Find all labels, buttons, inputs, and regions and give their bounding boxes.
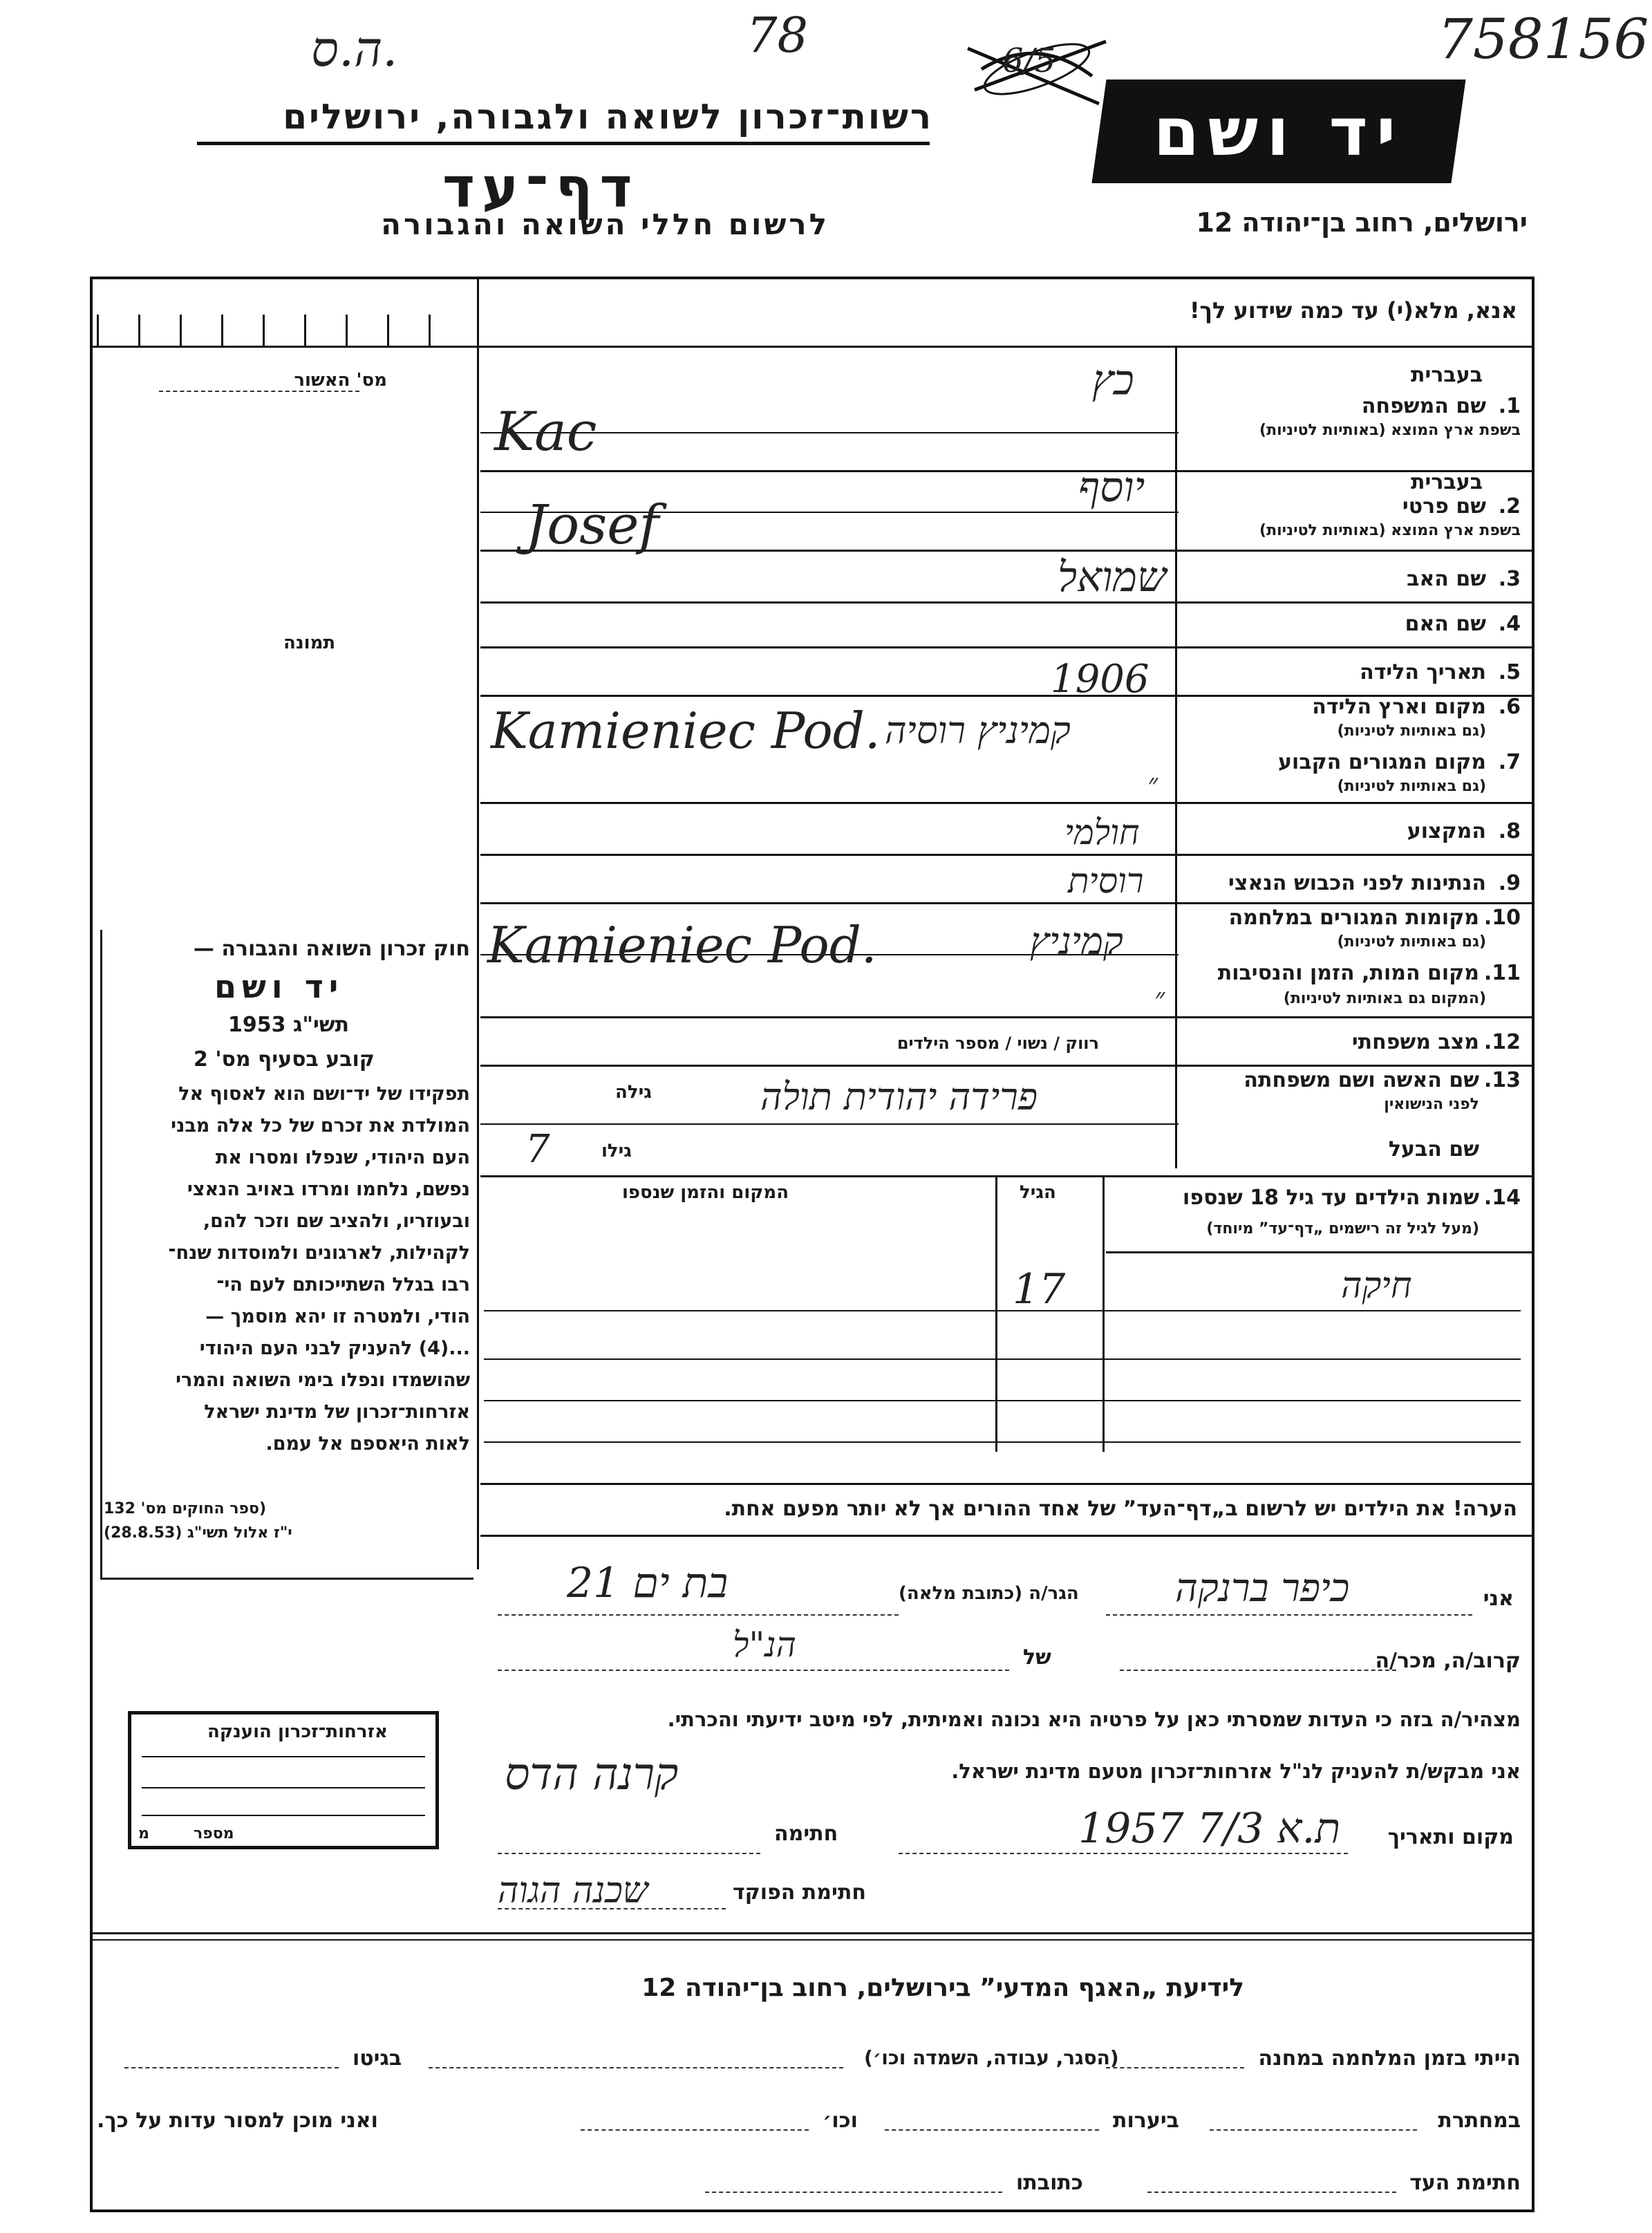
footer-witness-signature-line (1147, 2192, 1396, 2193)
law-line: ...(4) להעניק לבני העם היהודי (199, 1338, 470, 1359)
field-rule (480, 1123, 1179, 1125)
citizenship-number-prefix: מ (138, 1825, 149, 1842)
institution-underline (197, 142, 930, 145)
hebrew-label: בעברית (1411, 470, 1483, 494)
footer-camp-types: (הסגר, עבודה, השמדה וכו׳) (864, 2046, 1119, 2069)
law-line: העם היהודי, שנפלו ומסרו את (215, 1147, 470, 1168)
field-2-number: 2. (1498, 494, 1521, 518)
field-12-number: 12. (1483, 1030, 1521, 1054)
footer-underground-line (1210, 2129, 1417, 2131)
children-row-rule (484, 1441, 1521, 1443)
footer-camp-line (1106, 2067, 1244, 2068)
witness-name-value[interactable]: כיפר ברנקה (1175, 1566, 1350, 1611)
field-13-sub: לפני הנישואין (1384, 1096, 1479, 1113)
field-12-label: מצב משפחתי (1351, 1030, 1479, 1054)
field-13-label: שם האשה ושם משפחתה (1243, 1068, 1479, 1092)
field-10-value-latin[interactable]: Kamieniec Pod. (487, 916, 877, 974)
witness-relation-label: קרוב/ה, מכר/ה (1375, 1649, 1521, 1673)
field-7-value[interactable]: ״ (1147, 768, 1158, 800)
child-1-name[interactable]: חיקה (1341, 1265, 1412, 1307)
children-row-rule (484, 1400, 1521, 1401)
field-7-number: 7. (1498, 750, 1521, 774)
field-3-number: 3. (1498, 567, 1521, 591)
field-5-label: תאריך הלידה (1360, 660, 1486, 684)
law-line: המולדת את זכרם של כל אלה מבני (171, 1115, 470, 1137)
footer-address-line (705, 2192, 1002, 2193)
law-line: רבו בגלל השתייכותם לעם הי־ (216, 1274, 470, 1296)
children-row-rule (484, 1358, 1521, 1360)
footer-underground-label: במחתרת (1438, 2109, 1521, 2133)
field-3-value[interactable]: שמואל (1058, 553, 1167, 601)
law-title: חוק זכרון השואה והגבורה — (193, 937, 470, 961)
footer-ghetto-label: בגיטו (353, 2046, 402, 2071)
law-line: שהושמדו ונפלו בימי השואה והמרי (176, 1370, 470, 1391)
children-number: 14. (1483, 1186, 1521, 1210)
field-10-number: 10. (1483, 906, 1521, 930)
footer-camp-detail-line (429, 2067, 843, 2068)
footer-witness-signature-label: חתימת העד (1409, 2171, 1521, 2195)
field-1-value-latin[interactable]: Kac (494, 401, 597, 463)
witness-of-line (498, 1670, 1009, 1671)
document-number-handwritten: 758156 (1438, 7, 1649, 71)
field-rule (480, 646, 1534, 648)
stamp-scribble (961, 28, 1113, 111)
field-2-value-latin[interactable]: Josef (525, 494, 659, 557)
children-age-column: הגיל (1020, 1182, 1056, 1203)
field-13-number: 13. (1483, 1068, 1521, 1092)
citizenship-box-title: אזרחות־זכרון הוענקה (207, 1721, 388, 1742)
witness-address-value[interactable]: בת ים 21 (567, 1559, 729, 1607)
law-text-block (104, 1078, 470, 1460)
field-rule (480, 1016, 1534, 1018)
law-line: לקהילות, לארגונים ולמוסדות שנח־ (168, 1242, 470, 1264)
child-1-age[interactable]: 17 (1013, 1265, 1066, 1314)
officer-signature-label: חתימת הפוקד (733, 1880, 866, 1905)
field-7-sub: (גם באותיות לטיניות) (1337, 778, 1486, 795)
left-column-border (477, 277, 479, 1569)
husband-label: שם הבעל (1388, 1137, 1479, 1161)
photo-label: תמונה (283, 633, 336, 653)
footer-forest-line (885, 2129, 1099, 2131)
citizenship-line (142, 1815, 425, 1816)
field-11-sub: (המקום גם באותיות לטיניות) (1283, 990, 1486, 1007)
field-8-value[interactable]: חולמי (1064, 812, 1140, 852)
footer-address-label: כתובתו (1016, 2171, 1083, 2195)
footer-camp-label: הייתי בזמן המלחמה במחנה (1258, 2046, 1521, 2071)
law-line: לאות היאספם אל עמם. (265, 1433, 470, 1455)
field-11-number: 11. (1483, 961, 1521, 985)
signature-line (498, 1853, 760, 1854)
note-rule-bottom (480, 1535, 1534, 1537)
law-source-date: י"ז אלול תשי"ג (28.8.53) (104, 1524, 292, 1542)
field-6-sub: (גם באותיות לטיניות) (1337, 722, 1486, 740)
field-label-separator (1175, 346, 1177, 1168)
officer-signature-line (498, 1908, 726, 1909)
field-1-sub: בשפת ארץ המוצא (באותיות לטיניות) (1259, 422, 1521, 439)
footer-etc-label: וכו׳ (823, 2109, 858, 2133)
children-place-column: המקום והזמן שנספו (622, 1182, 789, 1203)
field-rule (480, 601, 1534, 604)
field-rule (480, 902, 1534, 904)
place-date-value[interactable]: ת.א 7/3 1957 (1078, 1804, 1341, 1853)
witness-name-line (1106, 1614, 1472, 1616)
citizenship-line (142, 1756, 425, 1757)
citizenship-number-label: מספר (194, 1825, 234, 1842)
officer-signature-value[interactable]: שכנה הגוה (498, 1870, 648, 1912)
field-11-value[interactable]: ״ (1154, 982, 1165, 1014)
note-text: הערה! את הילדים יש לרשום ב„דף־העד” של אחד ההורים אך לא יותר מפעם אחת. (724, 1497, 1517, 1521)
footer-double-rule (90, 1939, 1534, 1941)
witness-declaration: מצהיר/ה בזה כי העדות שמסרתי כאן על פרטיה היא נכונה ואמיתית, לפי מיטב ידיעתי והכרתי. (667, 1708, 1521, 1731)
field-5-number: 5. (1498, 660, 1521, 684)
witness-of-label: של (1023, 1645, 1051, 1670)
field-1-value-he[interactable]: כץ (1092, 356, 1134, 404)
certificate-number-label: מס' האשור (294, 370, 387, 391)
footer-ready-text: ואני מוכן למסור עדות על כך. (97, 2109, 378, 2133)
children-sub: (מעל לגיל זה רישמים „דף־עד” מיוחד) (1206, 1220, 1479, 1237)
field-8-label: המקצוע (1407, 819, 1486, 843)
law-name: יד ושם (214, 968, 344, 1005)
law-line: הודי, ולמטרה זו יהא מוסמך — (205, 1306, 470, 1327)
field-9-label: הנתינות לפני הכבוש הנאצי (1228, 871, 1486, 895)
place-date-label: מקום ותאריך (1387, 1825, 1514, 1849)
citizenship-line (142, 1787, 425, 1788)
field-2-value-he[interactable]: יוסף (1078, 463, 1145, 512)
law-line: תפקידו של יד־ושם הוא לאסוף אל (178, 1083, 470, 1105)
logo-text: יד ושם (1153, 93, 1405, 171)
instruction-text: אנא, מלא(י) עד כמה שידוע לך! (1189, 297, 1517, 324)
form-subtitle: לרשום חללי השואה והגבורה (381, 207, 829, 241)
law-year: תשי"ג 1953 (228, 1013, 350, 1037)
field-2-label: שם פרטי (1402, 494, 1486, 518)
place-date-line (899, 1853, 1348, 1854)
note-rule-top (480, 1483, 1534, 1485)
field-1-label: שם המשפחה (1361, 394, 1486, 418)
husband-age-value[interactable]: 7 (525, 1127, 550, 1172)
field-6-value-he[interactable]: קמיניץ רוסיה (885, 709, 1071, 752)
stamp-numbers: 6/5 (1002, 41, 1056, 80)
field-7-label: מקום המגורים הקבוע (1278, 750, 1486, 774)
signature-label: חתימה (774, 1822, 838, 1846)
field-4-number: 4. (1498, 612, 1521, 636)
footer-double-rule (90, 1932, 1534, 1934)
field-3-label: שם האב (1407, 567, 1486, 591)
children-col-border (1102, 1175, 1105, 1452)
field-12-value[interactable]: רווק / נשוי / מספר הילדים (897, 1034, 1099, 1053)
instruction-rule (90, 346, 1534, 348)
children-col-border (995, 1175, 997, 1452)
footer-etc-line (581, 2129, 809, 2131)
field-rule (480, 1065, 1534, 1067)
field-6-value-latin[interactable]: Kamieniec Pod. (491, 702, 881, 760)
yad-vashem-logo (1091, 80, 1465, 183)
field-rule (480, 802, 1534, 804)
field-10-value-he[interactable]: קמיניץ (1030, 919, 1123, 963)
top-number-handwritten: 78 (747, 7, 809, 64)
witness-address-line (498, 1614, 899, 1616)
witness-relation-line (1120, 1670, 1396, 1671)
field-10-label: מקומות המגורים במלחמה (1228, 906, 1479, 930)
witness-request: אני מבקש/ת להעניק לנ"ל אזרחות־זכרון מטעם מדינת ישראל. (951, 1759, 1521, 1783)
field-4-label: שם האם (1405, 612, 1486, 636)
field-rule (480, 470, 1534, 472)
children-header-rule (1106, 1251, 1534, 1253)
corner-handwritten-note: ה.ס. (311, 21, 398, 77)
witness-of-value[interactable]: הנ"ל (733, 1625, 796, 1665)
field-5-value[interactable]: 1906 (1051, 657, 1149, 702)
witness-signature-value[interactable]: קרנה הדס (505, 1749, 679, 1800)
field-6-number: 6. (1498, 695, 1521, 719)
hebrew-label: בעברית (1411, 363, 1483, 387)
wife-age-label: גילה (615, 1082, 652, 1103)
field-9-value[interactable]: רוסית (1068, 861, 1144, 901)
law-line: אזרחות־זכרון של מדינת ישראל (204, 1401, 470, 1423)
field-6-label: מקום וארץ הלידה (1312, 695, 1486, 719)
field-13-value[interactable]: פרידה יהודית תולה (760, 1075, 1038, 1119)
law-line: נפשם, נלחמו ומרדו באויב הנאצי (187, 1179, 470, 1200)
children-label: שמות הילדים עד גיל 18 שנספו (1183, 1186, 1479, 1210)
footer-forest-label: ביערות (1113, 2109, 1179, 2133)
footer-ghetto-line (124, 2067, 339, 2068)
field-rule (480, 854, 1534, 856)
tick-row (97, 315, 470, 346)
field-10-sub: (גם באותיות לטיניות) (1337, 933, 1486, 951)
law-line: ובעוזריו, ולהציב שם וזכר להם, (203, 1211, 470, 1232)
form-title: דף־עד (442, 156, 639, 220)
institution-address: ירושלים, רחוב בן־יהודה 12 (1196, 207, 1528, 238)
footer-title: לידיעת „האגף המדעי” בירושלים, רחוב בן־יהודה 12 (641, 1974, 1244, 2002)
children-row-rule (484, 1310, 1521, 1311)
field-1-number: 1. (1498, 394, 1521, 418)
field-rule (480, 1175, 1534, 1177)
witness-address-label: הגר/ה (כתובת מלאה) (899, 1583, 1079, 1604)
law-clause: קובע בסעיף מס' 2 (194, 1047, 375, 1072)
certificate-number-line[interactable] (159, 391, 359, 392)
institution-name: רשות־זכרון לשואה ולגבורה, ירושלים (283, 97, 933, 137)
witness-me-label: אני (1483, 1587, 1514, 1611)
law-source: (ספר החוקים מס' 132 (104, 1500, 267, 1517)
field-9-number: 9. (1498, 871, 1521, 895)
field-11-label: מקום המות, הזמן והנסיבות (1217, 961, 1479, 985)
husband-age-label: גילו (601, 1141, 632, 1161)
field-8-number: 8. (1498, 819, 1521, 843)
field-2-sub: בשפת ארץ המוצא (באותיות לטיניות) (1259, 522, 1521, 539)
